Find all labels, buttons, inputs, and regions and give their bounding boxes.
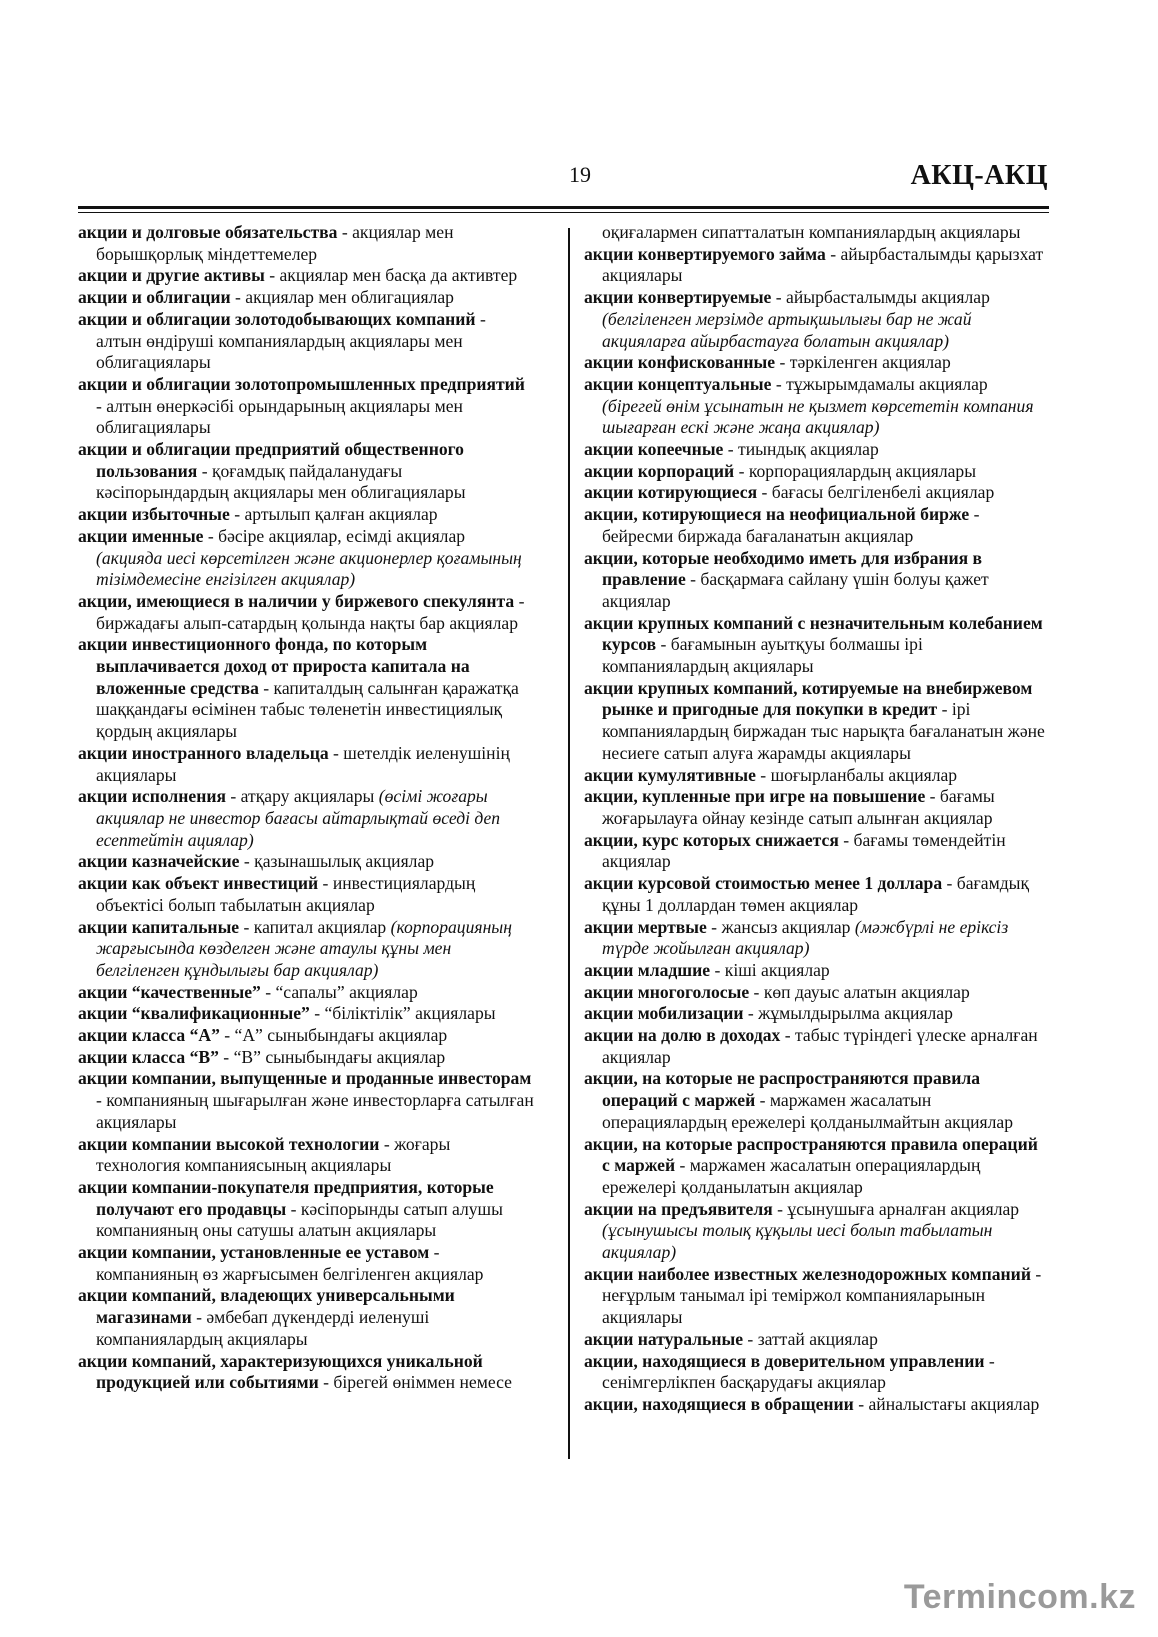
entry-separator: - [230,287,246,308]
entry-term: акции кумулятивные [584,764,756,785]
dictionary-entry [584,765,1048,787]
dictionary-entry [78,1047,534,1069]
dictionary-entry [78,743,534,786]
entry-definition: биржадағы алып-сатардың қолында нақты бар акциялар [96,612,518,633]
entry-separator: - [318,1372,334,1393]
dictionary-entry [584,1329,1048,1351]
entry-term: акции исполнения [78,786,227,807]
entry-definition: маржамен жасалатын операциялардың ережелері қолданылмайтын акциялар [602,1090,1014,1132]
entry-note: (белгіленген мерзімде артықшылығы бар не жай акцияларға айырбастауға болатын акциялар) [602,308,972,351]
dictionary-entry [584,1394,1048,1416]
entry-definition: ұсынушыға арналған акциялар [787,1198,1020,1219]
entry-separator: - [780,1025,795,1046]
entry-definition: кәсіпорынды сатып алушы компанияның оны сатушы алатын акциялары [96,1198,503,1241]
column-divider [568,228,570,1459]
entry-term: акции компании, выпущенные и проданные инвесторам [78,1068,532,1089]
dictionary-entry [584,439,1048,461]
entry-term: акции компании-покупателя предприятия, которые получают его продавцы [78,1176,494,1219]
dictionary-entry [584,461,1048,483]
entry-definition: ірі компаниялардың биржадан тыс нарықта бағаланатын және несиеге сатып алуға жарамды акциялары [602,699,1045,763]
dictionary-entry [584,287,1048,352]
entry-definition: акциялар мен борышқорлық міндеттемелер [96,222,454,264]
entry-definition: “А” сыныбындағы акциялар [234,1025,448,1046]
entry-separator: - [775,352,790,373]
entry-term: акции “качественные” [78,981,261,1002]
dictionary-entry [78,1285,534,1350]
entry-term: акции, находящиеся в доверительном управлении [584,1350,985,1371]
entry-term: акции, которые необходимо иметь для избрания в правление [584,547,983,590]
dictionary-entry [584,786,1048,829]
entry-separator: - [475,308,486,329]
entry-separator: - [771,287,787,308]
entry-separator: - [191,1307,207,1328]
entry-separator: - [755,764,771,785]
entry-separator: - [675,1155,690,1176]
entry-note: (корпорацияның жарғысында көзделген және атаулы құны мен белгіленген құндылығы бар акциялар) [96,916,512,980]
entry-term: акции именные [78,525,204,546]
entry-term: акции капитальные [78,916,240,937]
entry-term: акции, котирующиеся на неофициальной бирже [584,504,970,525]
entry-separator: - [942,873,957,894]
entry-definition: капитал акциялар [253,916,387,937]
entry-definition: жансыз акциялар [721,916,851,937]
entry-term: акции, имеющиеся в наличии у биржевого спекулянта [78,590,515,611]
dictionary-entry [584,613,1048,678]
entry-separator: - [937,699,952,720]
entry-separator: - [286,1198,301,1219]
entry-separator: - [260,981,276,1002]
entry-separator: - [203,525,219,546]
left-column [78,222,534,1394]
entry-separator: - [379,1133,395,1154]
entry-term: акции компании высокой технологии [78,1133,380,1154]
entry-separator: - [749,981,764,1002]
entry-term: акции крупных компаний, котируемые на внебиржевом рынке и пригодные для покупки в кредит [584,677,1033,720]
continuation-text: оқиғалармен сипатталатын компаниялардың акциялары [602,222,1021,242]
dictionary-entry [78,1003,534,1025]
entry-definition: тұжырымдамалы акциялар [786,373,988,394]
entry-term: акции, на которые не распространяются правила операций с маржей [584,1068,981,1111]
entry-term: акции крупных компаний с незначительным колебанием курсов [584,612,1043,655]
entry-term: акции многоголосые [584,981,750,1002]
entry-separator: - [318,873,333,894]
entry-note: (мәжбүрлі не еріксіз түрде жойылған акциялар) [602,916,1009,959]
header-rule-thick [78,206,1049,209]
entry-definition: акциялар мен облигациялар [245,287,454,308]
dictionary-entry [584,873,1048,916]
entry-term: акции на долю в доходах [584,1025,781,1046]
entry-definition: “сапалы” акциялар [275,981,418,1002]
entry-separator: - [239,916,254,937]
dictionary-entry [78,873,534,916]
entry-separator: - [197,460,212,481]
entry-note: (өсімі жоғары акциялар не инвестор бағасы айтарлықтай өседі деп есептейтін ациялар) [96,786,501,850]
entry-separator: - [1030,1263,1042,1284]
dictionary-entry [584,1068,1048,1133]
entry-term: акции конфискованные [584,352,776,373]
dictionary-entry [584,830,1048,873]
right-column [584,222,1048,1416]
dictionary-entry [584,1264,1048,1329]
entry-separator: - [706,916,722,937]
dictionary-entry [78,982,534,1004]
entry-term: акции котирующиеся [584,482,758,503]
dictionary-entry [78,1068,534,1133]
entry-note: (акцияда иесі көрсетілген және акционерлер қоғамының тізімдемесіне енгізілген акциялар) [96,547,522,590]
header-rule-thin [78,212,1049,213]
entry-definition: неғұрлым танымал ірі теміржол компанияларынын акциялары [602,1285,986,1328]
entry-definition: алтын өндіруші компаниялардың акциялары мен облигациялары [96,330,463,373]
dictionary-entry [78,439,534,504]
entry-term: акции концептуальные [584,373,772,394]
dictionary-entry [78,851,534,873]
entry-definition: әмбебап дүкендерді иеленуші компаниялардың акциялары [96,1307,430,1349]
entry-definition: қоғамдық пайдаланудағы кәсіпорындардың акциялары мен облигациялары [96,460,466,503]
entry-separator: - [757,482,772,503]
entry-term: акции и долговые обязательства [78,222,338,242]
entry-definition: айналыстағы акциялар [868,1393,1040,1414]
entry-term: акции компаний, владеющих универсальными магазинами [78,1285,455,1328]
entry-definition: сенімгерлікпен басқарудағы акциялар [602,1372,886,1393]
dictionary-entry [78,1351,534,1394]
dictionary-entry [78,917,534,982]
entry-term: акции, находящиеся в обращении [584,1393,854,1414]
entry-term: акции конвертируемого займа [584,243,826,264]
entry-separator: - [743,1328,758,1349]
termincom-logo: Termincom.kz [903,1578,1136,1616]
dictionary-entry [78,786,534,851]
entry-separator: - [226,786,241,807]
entry-definition: бейресми биржада бағаланатын акциялар [602,525,914,546]
dictionary-entry [584,982,1048,1004]
entry-term: акции мертвые [584,916,707,937]
dictionary-entry [584,678,1048,765]
entry-separator: - [229,504,245,525]
entry-separator: - [328,742,344,763]
running-head: АКЦ-АКЦ [910,160,1048,191]
entry-separator: - [656,634,671,655]
dictionary-entry [78,309,534,374]
entry-separator: - [772,1198,788,1219]
entry-separator: - [258,677,274,698]
entry-definition: “біліктілік” акциялары [324,1003,496,1024]
dictionary-entry [584,504,1048,547]
entry-definition: тиындық акциялар [738,439,879,460]
entry-separator: - [743,1003,759,1024]
entry-separator: - [925,786,940,807]
entry-definition: бағамдық құны 1 доллардан төмен акциялар [602,873,1030,915]
entry-term: акции младшие [584,959,711,980]
dictionary-entry [584,548,1048,613]
dictionary-entry [78,265,534,287]
dictionary-entry [584,1025,1048,1068]
entry-separator: - [710,959,725,980]
entry-separator: - [984,1350,995,1371]
entry-note: (ұсынушысы толық құқылы иесі болып табылатын акциялар) [602,1220,993,1263]
entry-definition: корпорациялардың акциялары [748,460,977,481]
entry-definition: басқармаға сайлану үшін болуы қажет акциялар [602,569,989,611]
entry-term: акции и другие активы [78,265,265,286]
entry-definition: шоғырланбалы акциялар [770,764,958,785]
entry-separator: - [96,1090,107,1111]
entry-definition: көп дауыс алатын акциялар [763,981,970,1002]
entry-separator: - [309,1003,325,1024]
entry-definition: қазынашылық акциялар [254,851,435,872]
entry-definition: маржамен жасалатын операциялардың ережелері қолданылатын акциялар [602,1155,981,1197]
entry-separator: - [969,504,980,525]
entry-definition: “В” сыныбындағы акциялар [233,1046,446,1067]
entry-term: акции мобилизации [584,1003,744,1024]
dictionary-entry [78,1134,534,1177]
entry-separator: - [239,851,255,872]
entry-definition: компанияның шығарылған және инвесторларға сатылған акциялары [96,1090,534,1132]
entry-term: акции класса “В” [78,1046,219,1067]
entry-definition: шетелдік иеленушінің акциялары [96,742,510,785]
dictionary-entry [78,1177,534,1242]
entry-term: акции и облигации золотопромышленных предприятий [78,373,525,394]
entry-term: акции класса “А” [78,1025,220,1046]
dictionary-entry [584,917,1048,960]
entry-definition: бірегей өніммен немесе [333,1372,512,1393]
dictionary-entry [78,1025,534,1047]
dictionary-entry [78,222,534,265]
entry-separator: - [514,590,525,611]
entry-term: акции и облигации золотодобывающих компаний [78,308,476,329]
entry-definition: акциялар мен басқа да активтер [279,265,518,286]
dictionary-entry [78,504,534,526]
entry-definition: компанияның өз жарғысымен белгіленген акциялар [96,1263,484,1284]
entry-definition: айырбасталымды қарызхат акциялары [602,243,1044,286]
dictionary-entry [78,374,534,439]
page-number: 19 [569,162,591,187]
entry-term: акции копеечные [584,439,724,460]
entry-term: акции конвертируемые [584,287,772,308]
entry-definition: артылып қалған акциялар [244,504,438,525]
entry-term: акции инвестиционного фонда, по которым выплачивается доход от прироста капитала на вложенные средства [78,634,470,698]
dictionary-entry [584,352,1048,374]
entry-separator: - [264,265,280,286]
dictionary-entry [584,960,1048,982]
entry-definition: тәркіленген акциялар [789,352,951,373]
entry-term: акции наиболее известных железнодорожных компаний [584,1263,1031,1284]
entry-term: акции, на которые распространяются правила операций с маржей [584,1133,1038,1176]
entry-separator: - [734,460,749,481]
entry-term: акции иностранного владельца [78,742,329,763]
entry-term: акции компаний, характеризующихся уникальной продукцией или событиями [78,1350,483,1393]
entry-separator: - [771,373,787,394]
entry-definition: атқару акциялары [240,786,375,807]
entry-separator: - [218,1046,234,1067]
entry-definition: айырбасталымды акциялар [786,287,990,308]
entry-separator: - [853,1393,869,1414]
entry-separator: - [96,395,107,416]
entry-definition: жұмылдырылма акциялар [758,1003,953,1024]
entry-definition: кіші акциялар [724,959,830,980]
entry-definition: инвестициялардың объектісі болып табылатын акциялар [96,873,476,915]
entry-definition: жоғары технология компаниясының акциялары [96,1133,451,1176]
entry-definition: бағамынын ауытқуы болмашы ірі компаниялардың акциялары [602,634,923,677]
dictionary-entry [584,244,1048,287]
entry-separator: - [337,222,353,242]
entry-term: акции курсовой стоимостью менее 1 доллара [584,873,943,894]
entry-term: акции, купленные при игре на повышение [584,786,926,807]
entry-term: акции и облигации предприятий общественного пользования [78,439,464,481]
entry-definition: бағамы жоғарылауға ойнау кезінде сатып алынған акциялар [602,786,995,828]
dictionary-entry [78,634,534,743]
dictionary-entry [584,1351,1048,1394]
dictionary-entry [78,526,534,591]
dictionary-entry [584,1003,1048,1025]
dictionary-entry [584,1199,1048,1264]
dictionary-entry [584,1134,1048,1199]
entry-separator: - [685,569,701,590]
entry-term: акции как объект инвестиций [78,873,319,894]
entry-term: акции компании, установленные ее уставом [78,1242,430,1263]
entry-term: акции корпораций [584,460,735,481]
entry-separator: - [755,1090,770,1111]
entry-separator: - [825,243,841,264]
entry-definition: бәсіре акциялар, есімді акциялар [218,525,466,546]
entry-definition: капиталдың салынған қаражатқа шаққандағы өсімінен табыс төленетін инвестициялық қордың акциялары [96,677,519,742]
entry-definition: алтын өнеркәсібі орындарының акциялары мен облигациялары [96,395,463,438]
entry-definition: бағамы төмендейтін акциялар [602,829,1006,872]
dictionary-entry [78,1242,534,1285]
entry-separator: - [723,439,739,460]
entry-separator: - [219,1025,235,1046]
entry-term: акции натуральные [584,1328,744,1349]
entry-term: акции казначейские [78,851,240,872]
entry-definition: заттай акциялар [757,1328,878,1349]
entry-term: акции “квалификационные” [78,1003,310,1024]
entry-term: акции, курс которых снижается [584,829,839,850]
dictionary-entry [78,287,534,309]
entry-note: (бірегей өнім ұсынатын не қызмет көрсететін компания шығарған ескі және жаңа акциялар) [602,395,1034,438]
entry-separator: - [838,829,854,850]
dictionary-entry [78,591,534,634]
entry-term: акции избыточные [78,504,230,525]
dictionary-entry [584,374,1048,439]
entry-separator: - [429,1242,440,1263]
entry-definition: бағасы белгіленбелі акциялар [771,482,995,503]
entry-term: акции на предъявителя [584,1198,773,1219]
dictionary-entry [584,482,1048,504]
entry-definition: табыс түріндегі үлеске арналған акциялар [602,1025,1038,1067]
entry-term: акции и облигации [78,287,231,308]
